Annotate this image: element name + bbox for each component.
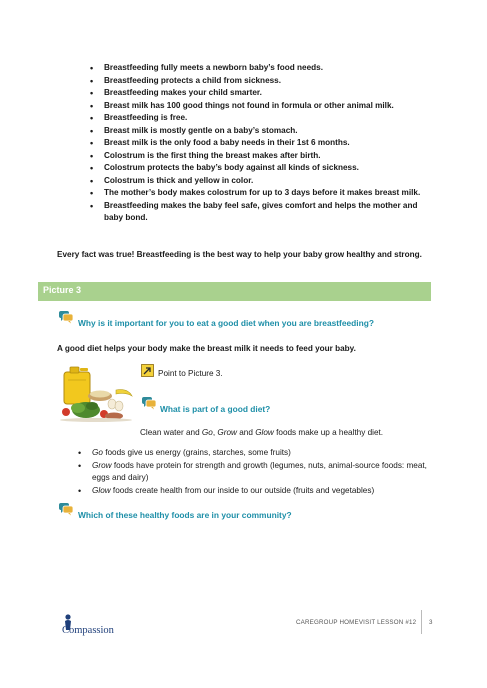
food-group-desc: foods create health from our inside to our outside (fruits and vegetables): [110, 485, 375, 495]
question-good-diet: What is part of a good diet?: [160, 404, 271, 414]
diet-sep: ,: [212, 428, 218, 437]
pointing-arrow-icon: [141, 364, 154, 377]
healthy-food-illustration: [56, 364, 136, 422]
fact-item: • Colostrum protects the baby’s body against all kinds of sickness.: [90, 162, 430, 175]
section-title: Picture 3: [43, 285, 82, 295]
speech-bubbles-icon: [58, 502, 74, 516]
logo-wordmark: Compassion: [62, 625, 114, 636]
conclusion-text: Every fact was true! Breastfeeding is the best way to help your baby grow healthy and strong.: [57, 250, 422, 259]
glow-term: Glow: [255, 428, 274, 437]
food-groups-list: [78, 447, 428, 497]
fact-item: • Colostrum is thick and yellow in color.: [90, 175, 430, 188]
fact-item: • Breast milk is mostly gentle on a baby’s stomach.: [90, 125, 430, 138]
question-community-foods: Which of these healthy foods are in your community?: [78, 510, 292, 520]
food-group-item: [78, 447, 428, 460]
food-group-desc: foods give us energy (grains, starches, some fruits): [102, 448, 291, 457]
compassion-logo: [62, 610, 137, 636]
diet-pre: Clean water and: [140, 428, 202, 437]
fact-item: • Breast milk is the only food a baby needs in their 1st 6 months.: [90, 137, 430, 150]
fact-item: • Breastfeeding is free.: [90, 112, 430, 125]
speech-bubbles-icon: [141, 396, 157, 410]
answer-diet-importance: A good diet helps your body make the breast milk it needs to feed your baby.: [57, 344, 356, 353]
breastfeeding-facts-list: [90, 62, 430, 225]
point-instruction: Point to Picture 3.: [158, 369, 223, 378]
fact-item: • Breastfeeding fully meets a newborn baby’s food needs.: [90, 62, 430, 75]
page-number: 3: [429, 619, 433, 626]
question-diet-importance: Why is it important for you to eat a good diet when you are breastfeeding?: [78, 318, 374, 328]
diet-statement: [140, 428, 383, 437]
food-group-term: Go: [92, 448, 103, 457]
food-group-term: Grow: [92, 460, 112, 470]
go-term: Go: [201, 428, 213, 437]
fact-item: • Colostrum is the first thing the breast makes after birth.: [90, 150, 430, 163]
footer-lesson-label: CAREGROUP HOMEVISIT LESSON #12: [296, 619, 417, 626]
food-group-item: [78, 485, 428, 498]
fact-item: • The mother’s body makes colostrum for up to 3 days before it makes breast milk.: [90, 187, 430, 200]
grow-term: Grow: [217, 428, 237, 437]
footer-divider: [421, 610, 422, 634]
food-group-term: Glow: [92, 485, 111, 495]
fact-item: • Breastfeeding protects a child from sickness.: [90, 75, 430, 88]
food-group-item: [78, 460, 428, 485]
speech-bubbles-icon: [58, 310, 74, 324]
diet-post: foods make up a healthy diet.: [273, 428, 384, 437]
fact-item: • Breastfeeding makes the baby feel safe, gives comfort and helps the mother and baby bond.: [90, 200, 430, 225]
food-group-desc: foods have protein for strength and growth (legumes, nuts, animal-source foods: meat, eggs and dairy): [92, 460, 427, 482]
diet-sep: and: [236, 428, 256, 437]
fact-item: • Breastfeeding makes your child smarter.: [90, 87, 430, 100]
section-header: [38, 282, 431, 301]
fact-item: • Breast milk has 100 good things not found in formula or other animal milk.: [90, 100, 430, 113]
